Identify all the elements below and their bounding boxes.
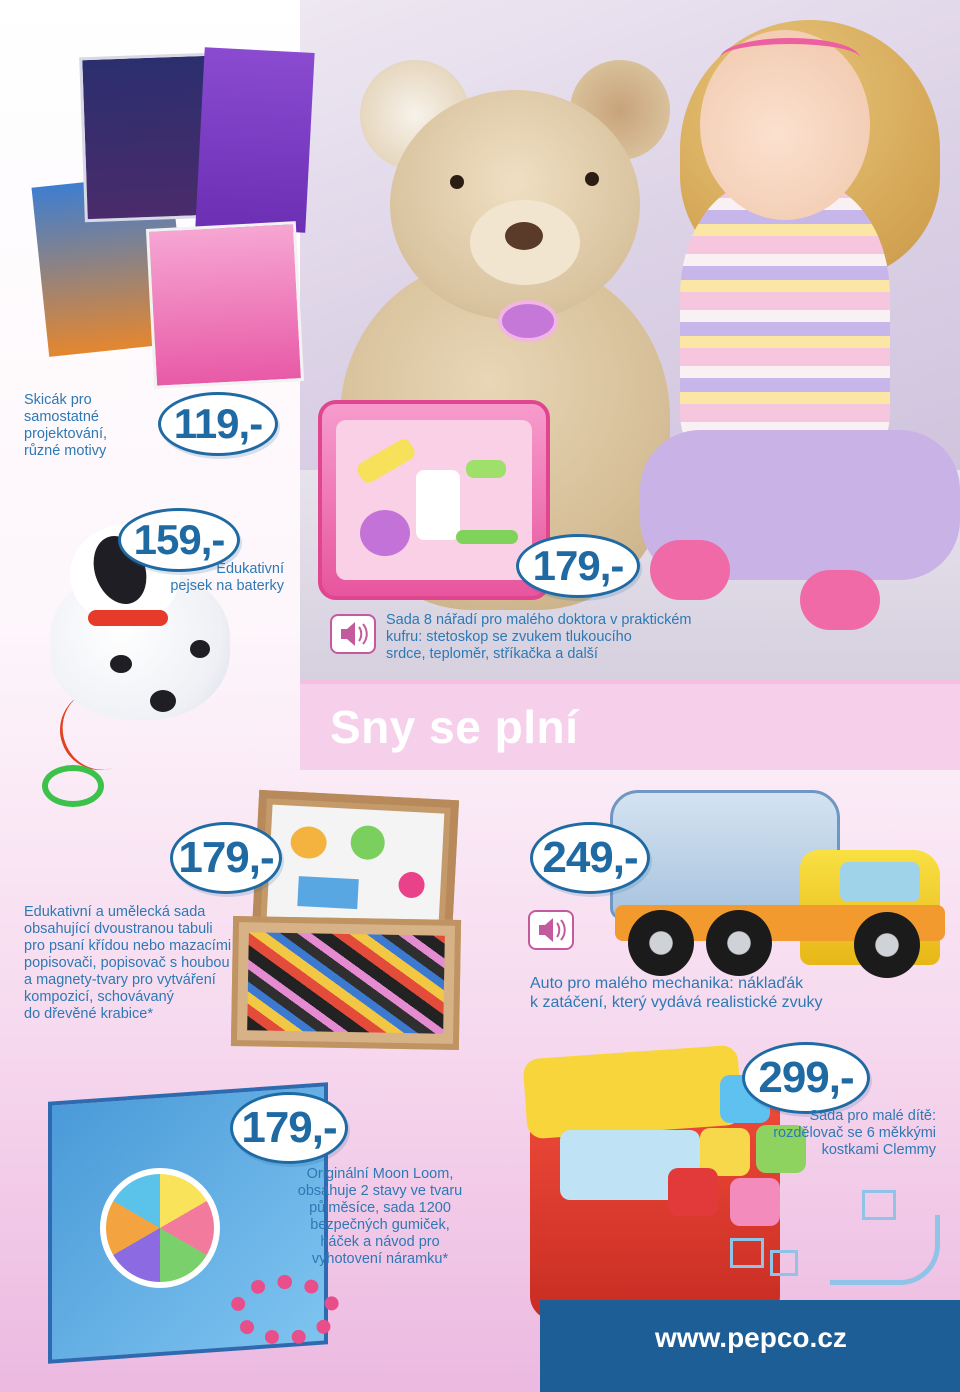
soft-block xyxy=(730,1178,780,1226)
loom-caption xyxy=(290,1166,470,1268)
caption-line: Edukativní xyxy=(216,561,284,577)
doctor-kit-caption xyxy=(386,612,691,663)
caption-line: kompozicí, schovávaný xyxy=(24,989,174,1005)
toy-tool xyxy=(456,530,518,544)
magnet-pieces xyxy=(247,932,445,1033)
caption-line: kufru: stetoskop se zvukem tlukoucího xyxy=(386,629,632,645)
soft-block xyxy=(668,1168,718,1216)
caption-line: samostatné xyxy=(24,409,99,425)
dog-collar xyxy=(88,610,168,626)
website-link[interactable]: www.pepco.cz xyxy=(655,1322,847,1353)
caption-line: k zatáčení, který vydává realistické zvuky xyxy=(530,994,823,1011)
caption-line: Sada 8 nářadí pro malého doktora v praktickém xyxy=(386,612,692,628)
caption-line: do dřevěné krabice* xyxy=(24,1006,153,1022)
toy-tool xyxy=(416,470,460,540)
magnet-shape xyxy=(297,876,358,909)
teddy-bear-eye xyxy=(585,172,599,186)
banner-title: Sny se plní xyxy=(330,701,579,753)
caption-line: Skicák pro xyxy=(24,392,92,408)
price-badge: 249,- xyxy=(530,822,650,894)
price-badge: 179,- xyxy=(170,822,282,894)
clemmy-shape-sorter-lid xyxy=(522,1045,742,1140)
caption-line: pro psaní křídou nebo mazacími xyxy=(24,938,232,954)
caption-line: srdce, teploměr, stříkačka a další xyxy=(386,646,598,662)
dog-spot xyxy=(150,690,176,712)
price-badge: 159,- xyxy=(118,508,240,572)
girl-sweater xyxy=(680,180,890,470)
caption-line: obsahující dvoustranou tabuli xyxy=(24,921,213,937)
dog-spot xyxy=(110,655,132,673)
board-caption xyxy=(24,904,231,1023)
sketchbook-caption xyxy=(24,392,107,460)
gift-icon xyxy=(770,1250,798,1276)
stencil-sheet xyxy=(195,47,314,233)
price-badge: 179,- xyxy=(516,534,640,598)
price-badge: 119,- xyxy=(158,392,278,456)
girl-sock xyxy=(650,540,730,600)
caption-line: Auto pro malého mechanika: náklaďák xyxy=(530,975,804,992)
toy-tool xyxy=(355,436,418,485)
dog-spot xyxy=(190,640,210,658)
toy-tool xyxy=(360,510,410,556)
gift-icon xyxy=(862,1190,896,1220)
toy-tool xyxy=(466,460,506,478)
sketchbook-monster-high xyxy=(79,53,215,222)
caption-line: Edukativní a umělecká sada xyxy=(24,904,206,920)
gift-icon xyxy=(730,1238,764,1268)
caption-line: různé motivy xyxy=(24,443,107,459)
dog-leash-ring xyxy=(42,765,104,807)
dog-caption xyxy=(170,561,284,595)
caption-line: a magnety-tvary pro vytváření xyxy=(24,972,216,988)
speaker-icon xyxy=(528,910,574,950)
truck-wheel xyxy=(628,910,694,976)
price-badge: 299,- xyxy=(742,1042,870,1114)
caption-line: Sada pro malé dítě: xyxy=(809,1108,936,1124)
speaker-icon xyxy=(330,614,376,654)
caption-line: bezpečných gumiček, xyxy=(310,1217,450,1233)
caption-line: půlměsíce, sada 1200 xyxy=(309,1200,451,1216)
teddy-bear-nose xyxy=(505,222,543,250)
sketchbook-barbie xyxy=(146,221,304,389)
caption-line: vyhotovení náramku* xyxy=(311,1251,449,1267)
doctor-kit-case xyxy=(318,400,550,600)
loom-bands-organizer xyxy=(100,1168,220,1288)
magnet-shape xyxy=(290,826,328,860)
caption-line: háček a návod pro xyxy=(320,1234,440,1250)
price-badge: 179,- xyxy=(230,1092,348,1164)
magnet-tray xyxy=(231,916,461,1050)
loom-bracelet xyxy=(230,1275,340,1345)
sleigh-icon xyxy=(830,1215,940,1285)
caption-line: pejsek na baterky xyxy=(170,578,284,594)
clemmy-caption xyxy=(760,1108,936,1159)
caption-line: projektování, xyxy=(24,426,108,442)
caption-line: Originální Moon Loom, xyxy=(306,1166,454,1182)
stethoscope-head xyxy=(498,300,558,342)
truck-window xyxy=(840,862,920,902)
truck-caption xyxy=(530,974,823,1012)
girl-hairband xyxy=(720,38,860,78)
magnet-shape xyxy=(398,871,425,898)
teddy-bear-eye xyxy=(450,175,464,189)
caption-line: kostkami Clemmy xyxy=(821,1142,936,1158)
girl-sock xyxy=(800,570,880,630)
caption-line: obsahuje 2 stavy ve tvaru xyxy=(297,1183,463,1199)
caption-line: rozdělovač se 6 měkkými xyxy=(773,1125,936,1141)
truck-wheel xyxy=(706,910,772,976)
caption-line: popisovači, popisovač s houbou xyxy=(24,955,230,971)
magnet-shape xyxy=(350,825,386,861)
doctor-kit-tray xyxy=(336,420,532,580)
truck-wheel xyxy=(854,912,920,978)
